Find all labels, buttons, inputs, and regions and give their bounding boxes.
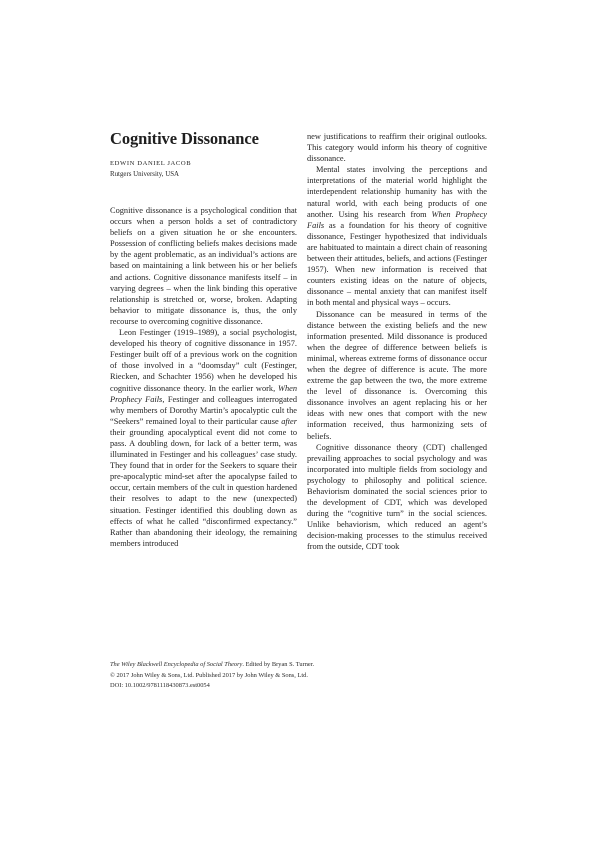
paragraph-measurement: Dissonance can be measured in terms of the distance between the existing beliefs and the new information presented. Mild dissonance is produced when the degree of difference between beliefs is minimal, whereas extreme forms of dissonance occur when the degree of difference is acute. The more extreme the gap between the two, the more extreme the level of dissonance is. Overcoming this dissonance involves an agent replacing his or her ideas with new ones that comport with the new information received, thus harmonizing sets of beliefs.: [307, 309, 487, 441]
paragraph-mental-states: [307, 164, 487, 308]
encyclopedia-title: The Wiley Blackwell Encyclopedia of Social Theory: [110, 661, 243, 668]
paragraph-text: , Festinger and colleagues interrogated why members of Dorothy Martin’s apocalyptic cult the “Seekers” remained loyal to their particular cause: [110, 394, 297, 426]
footer-line-copyright: © 2017 John Wiley & Sons, Ltd. Published 2017 by John Wiley & Sons, Ltd.: [110, 671, 308, 679]
paragraph-intro: Cognitive dissonance is a psychological condition that occurs when a person holds a set of contradictory beliefs on a given situation he or she encounters. Possession of conflicting beliefs makes decisions made by the agent problematic, as an individual’s actions are based on maintaining a link between his or her beliefs and actions. Cognitive dissonance manifests itself – in varying degrees – when the link binding this operative relationship is stretched or, worse, broken. Adapting behavior to mitigate dissonance is, thus, the only recourse to overcoming cognitive dissonance.: [110, 206, 297, 326]
paragraph-continued: new justifications to reaffirm their original outlooks. This category would inform his theory of cognitive dissonance.: [307, 132, 487, 164]
book-title-italic: When Prophecy Fails: [110, 383, 297, 404]
paragraph-text: Mental states involving the perceptions and interpretations of the material world highlight the interdependent relationship humanity has with the natural world, with each being products of one another. Using his research from: [307, 165, 487, 219]
right-column: [307, 131, 487, 553]
left-column: [110, 129, 297, 549]
paragraph-text: as a foundation for his theory of cognitive dissonance, Festinger hypothesized that individuals are habituated to maintain a direct chain of reasoning between their attitudes, beliefs, and actions (Festinger 1957). When new information is received that counters existing ideas on the nature of objects, dissonance – mental anxiety that can manifest itself in both mental and physical ways – occurs.: [307, 220, 487, 308]
article-title: Cognitive Dissonance: [110, 129, 259, 148]
footer-line-publication: [110, 660, 410, 671]
paragraph-festinger: [110, 327, 297, 549]
citation-footer: [110, 660, 410, 692]
paragraph-text: Leon Festinger (1919–1989), a social psychologist, developed his theory of cognitive dissonance in 1957. Festinger built off of a previous work on the cognition of those involved in a “doomsday” cult (Festinger, Riecken, and Schachter 1956) when he developed his cognitive dissonance theory. In the earlier work,: [110, 328, 297, 393]
footer-line-doi: DOI: 10.1002/9781118430873.est0054: [110, 682, 210, 689]
author-name: EDWIN DANIEL JACOB: [110, 160, 192, 167]
author-affiliation: Rutgers University, USA: [110, 171, 180, 178]
paragraph-cdt: Cognitive dissonance theory (CDT) challenged prevailing approaches to social psychology and was incorporated into multiple fields from sociology and psychology to philosophy and political science. Behaviorism dominated the social sciences prior to the development of CDT, which was developed during the “cognitive turn” in the social sciences. Unlike behaviorism, which reduced an agent’s decision-making processes to the stimulus received from the outside, CDT took: [307, 442, 487, 552]
emphasis-italic: after: [281, 416, 297, 426]
book-title-italic: When Prophecy Fails: [307, 209, 487, 230]
editor-text: . Edited by Bryan S. Turner.: [242, 661, 315, 668]
paragraph-text: their grounding apocalyptical event did not come to pass. A doubling down, for lack of a better term, was illuminated in Festinger and his colleagues’ case study. They found that in order for the Seekers to square their pre-apocalyptic mind-set after the apocalypse failed to occur, certain members of the cult in question hardened their resolves to adapt to the new (unexpected) situation. Festinger identified this doubling down as effects of what he called “disconfirmed expectancy.” Rather than abandoning their ideology, the remaining members introduced: [110, 427, 297, 548]
